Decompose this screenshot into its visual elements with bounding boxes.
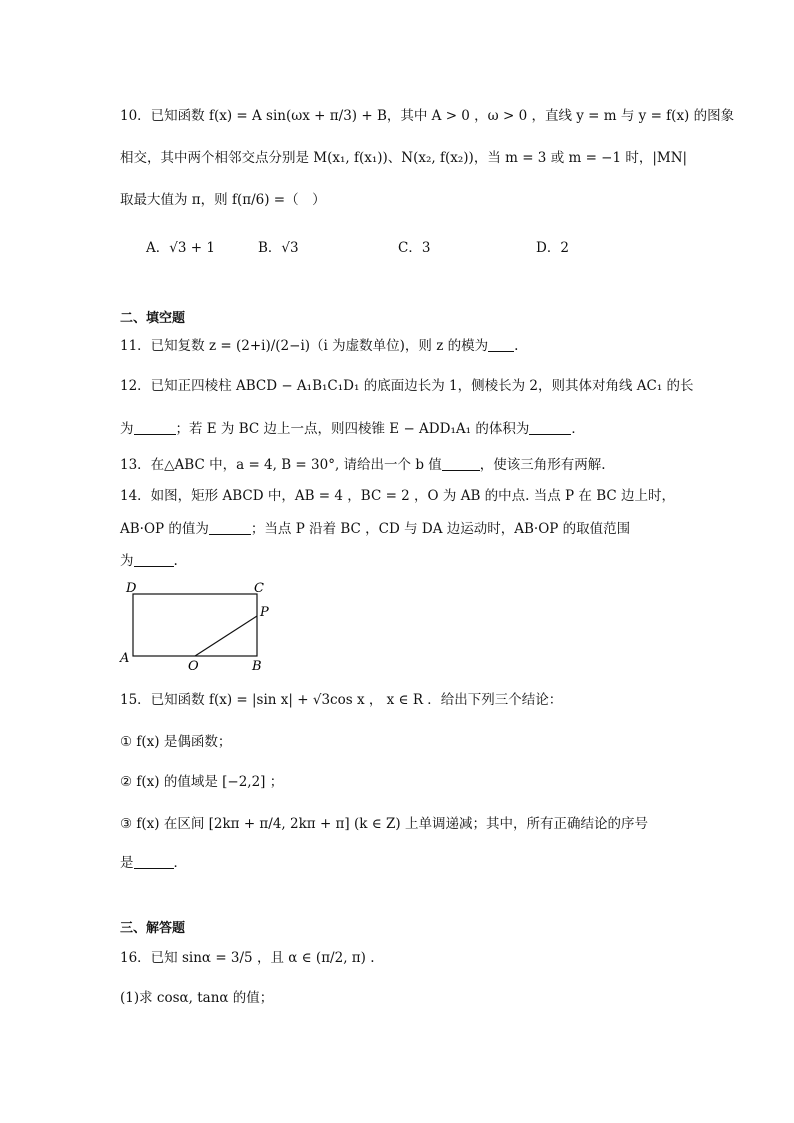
q13 bbox=[120, 458, 606, 473]
q14-line2-prefix: AB·OP 的值为 bbox=[120, 521, 209, 537]
segment-op bbox=[195, 616, 257, 656]
q14-answer-blank-1 bbox=[209, 522, 251, 535]
q10-line2: 相交，其中两个相邻交点分别是 M(x₁, f(x₁))、N(x₂, f(x₂))，当 m = 3 或 m = −1 时，|MN| bbox=[120, 150, 688, 166]
section-heading-solve: 三、解答题 bbox=[120, 921, 186, 936]
rectangle-abcd bbox=[133, 594, 257, 656]
q14-line2-text: ；当点 P 沿着 BC ，CD 与 DA 边运动时，AB·OP 的取值范围 bbox=[250, 521, 631, 537]
q12-line1: 12．已知正四棱柱 ABCD − A₁B₁C₁D₁ 的底面边长为 1，侧棱长为 2，则其体对角线 AC₁ 的长 bbox=[120, 378, 694, 394]
label-d: D bbox=[126, 581, 137, 596]
q13-text-b: ，使该三角形有两解. bbox=[479, 457, 606, 473]
q15-conclusion-3: ③ f(x) 在区间 [2kπ + π/4, 2kπ + π] (k ∈ Z) 上单调递减；其中，所有正确结论的序号 bbox=[120, 816, 648, 832]
q15-conclusion-1: ① f(x) 是偶函数； bbox=[120, 734, 232, 750]
q14-answer-blank-2 bbox=[134, 554, 174, 567]
q15-last-prefix: 是 bbox=[120, 855, 134, 871]
label-p: P bbox=[260, 605, 269, 620]
q12-answer-blank-2 bbox=[529, 422, 571, 435]
q10-option-d: D．2 bbox=[536, 240, 569, 256]
q14-line3-prefix: 为 bbox=[120, 553, 134, 569]
q10-option-c: C．3 bbox=[398, 240, 431, 256]
q14-line1: 14．如图，矩形 ABCD 中，AB = 4 ，BC = 2 ，O 为 AB 的中点. 当点 P 在 BC 边上时， bbox=[120, 488, 675, 504]
q12-answer-blank-1 bbox=[134, 422, 176, 435]
q15-last-line: 是 ． bbox=[120, 855, 187, 871]
q10-line3: 取最大值为 π，则 f(π/6) =（ ） bbox=[120, 192, 326, 208]
q15-conclusion-2: ② f(x) 的值域是 [−2,2] ； bbox=[120, 774, 284, 790]
q14-line3: 为 . bbox=[120, 553, 178, 569]
section-heading-fill-in: 二、填空题 bbox=[120, 311, 186, 326]
q13-text-a: 13．在△ABC 中，a = 4, B = 30°, 请给出一个 b 值 bbox=[120, 457, 442, 473]
q11-text: 11．已知复数 z = (2+i)/(2−i)（i 为虚数单位)，则 z 的模为 bbox=[120, 338, 489, 354]
q10-line1: 10．已知函数 f(x) = A sin(ωx + π/3) + B，其中 A > 0 ，ω > 0 ，直线 y = m 与 y = f(x) 的图象 bbox=[120, 108, 735, 124]
q12-line2-prefix: 为 bbox=[120, 421, 134, 437]
q16-line2: (1)求 cosα, tanα 的值； bbox=[120, 990, 274, 1006]
q15-answer-blank bbox=[134, 856, 174, 869]
label-c: C bbox=[254, 581, 264, 596]
q15-line1: 15．已知函数 f(x) = |sin x| + √3cos x ， x ∈ R ．给出下列三个结论： bbox=[120, 692, 563, 708]
q12-line2: 为 ；若 E 为 BC 边上一点，则四棱锥 E − ADD₁A₁ 的体积为 ． bbox=[120, 421, 585, 437]
q14-line2 bbox=[120, 522, 630, 537]
label-b: B bbox=[252, 659, 262, 674]
rectangle-figure bbox=[112, 578, 282, 674]
label-o: O bbox=[188, 659, 199, 674]
q13-answer-blank bbox=[442, 458, 480, 471]
q16-line1: 16．已知 sinα = 3/5 ，且 α ∈ (π/2, π) . bbox=[120, 950, 375, 966]
label-a: A bbox=[120, 651, 130, 666]
q12-line2-text: ；若 E 为 BC 边上一点，则四棱锥 E − ADD₁A₁ 的体积为 bbox=[175, 421, 530, 437]
q11-answer-blank bbox=[488, 339, 514, 352]
q10-option-b: B．√3 bbox=[258, 240, 299, 256]
q10-option-a: A．√3 + 1 bbox=[146, 240, 215, 256]
q11: 11．已知复数 z = (2+i)/(2−i)（i 为虚数单位)，则 z 的模为 . bbox=[120, 338, 519, 354]
